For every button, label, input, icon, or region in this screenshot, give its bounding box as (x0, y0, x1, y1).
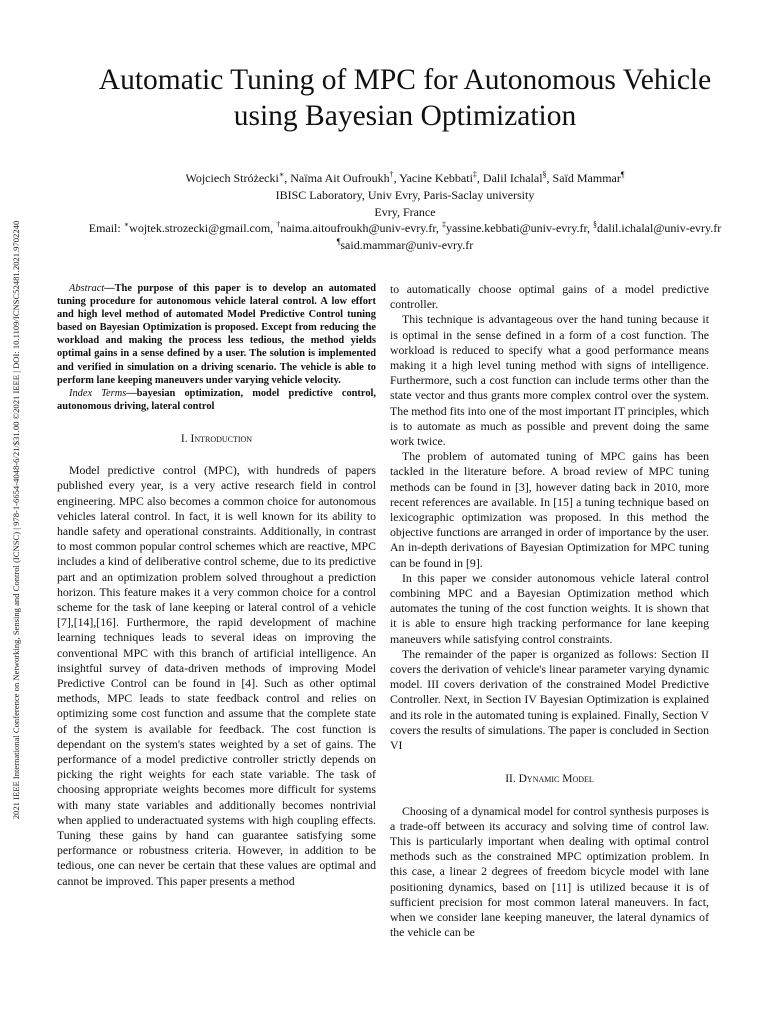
email-address[interactable]: wojtek.strozecki@gmail.com, (129, 221, 277, 236)
index-terms-paragraph (57, 387, 376, 413)
author-name: Saïd Mammar (552, 171, 621, 185)
conference-citation: 2021 IEEE International Conference on Networking, Sensing and Control (ICNSC) | 978-1-6654-4048-6/21/$31.00 ©2021 IEEE | DOI: 10.1109/ICNSC52481.2021.9702240 (11, 220, 21, 820)
email-address[interactable]: yassine.kebbati@univ-evry.fr, (445, 221, 594, 236)
index-terms-label: Index Terms (69, 387, 127, 399)
author-separator: , (476, 171, 483, 185)
author-separator: , (546, 171, 553, 185)
body-paragraph: The problem of automated tuning of MPC gains has been tackled in the literature before. A broad review of MPC tuning methods can be found in [3], however dating back in 2010, more recent references are available. In [15] a tuning technique based on lexicographic optimization was proposed. In this method the objective functions are arranged in order of importance by the user. An in-depth derivations of Bayesian Optimization for MPC tuning can be found in [9]. (390, 449, 709, 570)
body-paragraph: In this paper we consider autonomous vehicle lateral control combining MPC and a Bayesian Optimization method which automates the tuning of the cost function weights. It is shown that it is able to ensure high tracking performance for lane keeping maneuvers while satisfying control constraints. (390, 570, 709, 646)
paper-title (40, 62, 768, 134)
email-line (40, 220, 768, 237)
author-name: Wojciech Stróżecki (185, 171, 279, 185)
author-name: Dalil Ichalal (482, 171, 543, 185)
title-line-2: using Bayesian Optimization (233, 100, 577, 132)
author-mark: ‡ (472, 170, 477, 179)
email-line (40, 237, 768, 254)
abstract-paragraph (57, 282, 376, 387)
location: Evry, France (374, 204, 436, 219)
body-paragraph: Model predictive control (MPC), with hundreds of papers published every year, is a very active research field in control engineering. MPC also becomes a common choice for autonomous vehicles lateral control. In fact, it is well known for its ability to handle safety and operational constraints. Additionally, in contrast to most common popular control schemes which are reactive, MPC includes a kind of deliberative control scheme, due to its predictive part and an optimization problem solved throughout a prediction horizon. This feature makes it a very common choice for a control scheme for the task of lane keeping or lateral control of a vehicle [7],[14],[16]. Furthermore, the rapid development of machine learning techniques leads to several ideas on improving the conventional MPC with this branch of artificial intelligence. An insightful survey of data-driven methods of improving Model Predictive Control can be found in [4]. Such as other optimal methods, MPC leads to state feedback control and relies on optimizing some cost function and assume that the complete state of the system is available for feedback. The cost function is dependant on the system's states weighted by a set of gains. The performance of a model predictive controller strictly depends on picking the right weights for each state variable. The task of choosing appropriate weights becomes more difficult for systems with many state variables and additionally becomes nontrivial when applied to underactuated systems with high coupling effects. Tuning these gains by hand can guarantee satisfying some performance or robustness criteria. However, in addition to be tedious, one can never be certain that these values are optimal and cannot be improved. This paper presents a method (57, 463, 376, 888)
author-name: Yacine Kebbati (399, 171, 473, 185)
body-paragraph: This technique is advantageous over the hand tuning because it is optimal in the sense defined in a form of a cost function. The workload is reduced to specify what a good performance means making it a high level tuning method with signs of intelligence. Furthermore, such a cost function can include terms other than the state vector and thus grants more complex control over the system. The method fits into one of the most important IT principles, which is to automate as much as possible and prevent doing the same work twice. (390, 312, 709, 449)
right-column (390, 282, 709, 940)
email-mark: § (593, 220, 598, 230)
author-mark: ∗ (278, 170, 285, 179)
email-mark: ∗ (123, 220, 130, 230)
left-column (57, 282, 376, 889)
email-address[interactable]: naima.aitoufroukh@univ-evry.fr, (280, 221, 442, 236)
title-line-1: Automatic Tuning of MPC for Autonomous Vehicle (98, 64, 712, 96)
abstract-text: —The purpose of this paper is to develop an automated tuning procedure for autonomous vehicle lateral control. A low effort and high level method of automated Model Predictive Control tuning based on Bayesian Optimization is proposed. Except from reducing the workload and making the process less tedious, the method yields optimal gains in a sense defined by a user. The solution is implemented and verified in simulation on a driving scenario. The vehicle is able to perform lane keeping maneuvers under varying vehicle velocity. (57, 283, 376, 386)
email-mark: ¶ (336, 237, 341, 247)
section-title: Introduction (190, 432, 253, 445)
email-mark: † (276, 220, 281, 230)
author-block (40, 170, 768, 254)
section-heading-dynamic-model (390, 772, 709, 787)
author-names (40, 170, 768, 187)
author-mark: ¶ (620, 170, 625, 179)
conference-sidebar (10, 160, 22, 880)
section-heading-introduction (57, 432, 376, 447)
body-paragraph-continuation: to automatically choose optimal gains of a model predictive controller. (390, 282, 709, 312)
author-name: Naïma Ait Oufroukh (290, 171, 390, 185)
body-paragraph: The remainder of the paper is organized as follows: Section II covers the derivation of vehicle's linear parameter varying dynamic model. III covers derivation of the constrained Model Predictive Controller. Next, in Section IV Bayesian Optimization is explained and its role in the automated tuning is explained. Finally, Section V covers the results of simulations. The paper is concluded in Section VI (390, 646, 709, 753)
email-address[interactable]: said.mammar@univ-evry.fr (340, 238, 474, 253)
section-title: Dynamic Model (518, 773, 594, 786)
author-mark: † (389, 170, 394, 179)
body-paragraph: Choosing of a dynamical model for control synthesis purposes is a trade-off between its accuracy and solving time of control law. This is particularly important when dealing with optimal control methods such as the constrained MPC optimization problem. In this case, a linear 2 degrees of freedom bicycle model with lane positioning dynamics, based on [11] is utilized because it is of sufficient precision for most common lateral maneuvers. In fact, when we consider lane keeping maneuver, the lateral dynamics of the vehicle can be (390, 803, 709, 940)
author-separator: , (284, 171, 291, 185)
email-label: Email: (88, 221, 124, 236)
section-number: II. (505, 773, 519, 786)
abstract-label: Abstract (69, 283, 105, 294)
affiliation: IBISC Laboratory, Univ Evry, Paris-Saclay university (275, 187, 535, 202)
author-separator: , (393, 171, 400, 185)
index-terms-text: —bayesian optimization, model predictive control, autonomous driving, lateral control (57, 387, 376, 412)
section-number: I. (180, 432, 191, 445)
abstract (57, 282, 376, 413)
author-mark: § (542, 170, 547, 179)
email-mark: ‡ (441, 220, 446, 230)
email-address[interactable]: dalil.ichalal@univ-evry.fr (597, 221, 722, 236)
